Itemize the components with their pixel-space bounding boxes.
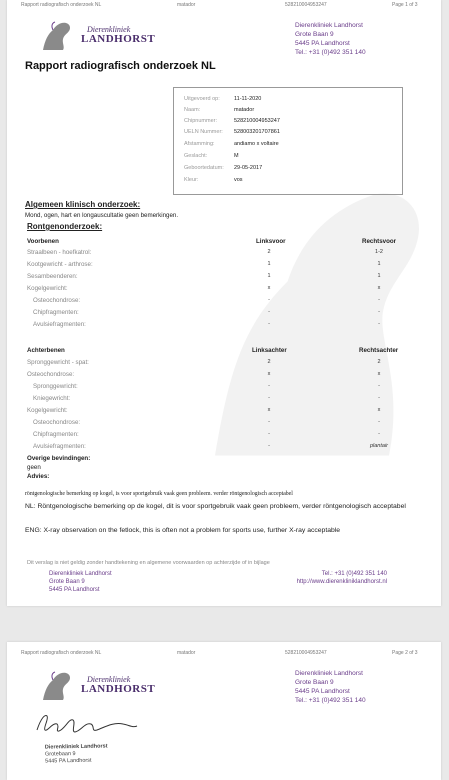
hind-row-label: Spronggewricht: — [33, 383, 78, 390]
hind-row-left: x — [267, 407, 271, 413]
front-row-label: Kootgewricht - arthrose: — [27, 261, 93, 268]
report-page-1 — [7, 0, 441, 606]
report-page-2 — [7, 642, 441, 780]
info-label: Uitgevoerd op: — [184, 96, 220, 102]
clinic-city: 5445 PA Landhorst — [295, 688, 350, 695]
front-row-left: 2 — [267, 249, 271, 255]
front-left-header: Linksvoor — [256, 238, 286, 245]
hind-row-right: x — [377, 407, 381, 413]
horse-logo-icon — [39, 670, 79, 702]
footer-city: 5445 PA Landhorst — [49, 587, 100, 593]
clinic-city: 5445 PA Landhorst — [295, 40, 350, 47]
front-row-left: - — [268, 309, 270, 315]
info-label: Geslacht: — [184, 153, 208, 159]
header-page-number: Page 2 of 3 — [392, 650, 418, 656]
footer-tel: Tel.: +31 (0)492 351 140 — [321, 571, 387, 577]
logo-line-1: Dierenkliniek — [87, 675, 131, 684]
clinical-text: Mond, ogen, hart en longauscultatie geen bemerkingen. — [25, 212, 179, 219]
hind-row-label: Spronggewricht - spat: — [27, 359, 89, 366]
hind-row-right: - — [378, 383, 380, 389]
clinic-street: Grote Baan 9 — [295, 679, 334, 686]
front-row-label: Osteochondrose: — [33, 297, 81, 304]
hind-row-left: - — [268, 419, 270, 425]
advice-text-small: röntgenologische bemerking op kogel, is voor sportgebruik vaak geen probleem. verder röntgenologisch acceptabel — [25, 491, 293, 497]
signature-icon — [33, 710, 143, 740]
hind-row-left: - — [268, 443, 270, 449]
hind-right-header: Rechtsachter — [359, 347, 399, 354]
header-horse-name: matador — [177, 650, 196, 656]
advice-text-nl: NL: Röntgenologische bemerking op de kogel, dit is voor sportgebruik vaak geen probleem, verder röntgenologisch acceptabel — [25, 503, 406, 510]
info-label: Kleur: — [184, 177, 199, 183]
header-doc-title: Rapport radiografisch onderzoek NL — [21, 650, 102, 656]
hind-row-left: - — [268, 431, 270, 437]
header-chip-number: 528210004953247 — [285, 2, 327, 8]
front-legs-title: Voorbenen — [27, 238, 59, 245]
front-row-right: x — [377, 285, 381, 291]
info-value: M — [234, 153, 239, 159]
hind-row-label: Kniegewricht: — [33, 395, 71, 402]
other-findings-heading: Overige bevindingen: — [27, 455, 91, 462]
stamp-line-3: 5445 PA Landhorst — [45, 757, 92, 765]
footer-website-link[interactable]: http://www.dierenkliniklandhorst.nl — [296, 579, 387, 585]
advice-text-eng: ENG: X-ray observation on the fetlock, this is often not a problem for sports use, further X-ray acceptable — [25, 527, 341, 534]
footer-street: Grote Baan 9 — [49, 579, 85, 585]
footer-address — [49, 570, 112, 594]
clinic-tel: Tel.: +31 (0)492 351 140 — [295, 697, 366, 704]
info-value: matador — [234, 107, 255, 113]
front-row-right: - — [378, 297, 380, 303]
clinic-logo — [39, 20, 169, 52]
report-title: Rapport radiografisch onderzoek NL — [25, 60, 216, 72]
disclaimer: Dit verslag is niet geldig zonder handtekening en algemene voorwaarden op achterzijde of in bijlage — [27, 560, 270, 566]
info-label: Chipnummer: — [184, 118, 218, 124]
patient-info-box — [173, 87, 403, 195]
advice-heading: Advies: — [27, 473, 50, 480]
hind-row-left: 2 — [267, 359, 271, 365]
hind-row-label: Kogelgewricht: — [27, 407, 68, 414]
header-doc-title: Rapport radiografisch onderzoek NL — [21, 2, 102, 8]
hind-row-label: Osteochondrose: — [27, 371, 75, 378]
footer-clinic-name: Dierenkliniek Landhorst — [49, 571, 112, 577]
front-row-right: - — [378, 309, 380, 315]
hind-left-header: Linksachter — [252, 347, 287, 354]
info-value: 528003201707861 — [234, 129, 280, 135]
clinic-name: Dierenkliniek Landhorst — [295, 22, 363, 29]
front-row-left: 1 — [267, 273, 271, 279]
hind-row-right: x — [377, 371, 381, 377]
front-row-label: Sesambeenderen: — [27, 273, 78, 280]
logo-line-2: LANDHORST — [81, 33, 156, 45]
front-row-right: 1 — [377, 273, 381, 279]
horse-logo-icon — [39, 20, 79, 52]
front-row-left: 1 — [267, 261, 271, 267]
hind-legs-title: Achterbenen — [27, 347, 65, 354]
hind-row-right: 2 — [377, 359, 381, 365]
hind-row-label: Osteochondrose: — [33, 419, 81, 426]
hind-row-left: - — [268, 395, 270, 401]
info-value: vos — [234, 177, 243, 183]
front-row-label: Chipfragmenten: — [33, 309, 79, 316]
info-label: Geboortedatum: — [184, 165, 224, 171]
clinic-address — [295, 21, 366, 57]
info-value: 11-11-2020 — [234, 96, 262, 102]
hind-row-label: Avulsiefragmenten: — [33, 443, 86, 450]
xray-heading: Rontgenonderzoek: — [27, 222, 103, 231]
hind-row-label: Chipfragmenten: — [33, 431, 79, 438]
info-value: 29-05-2017 — [234, 165, 263, 171]
clinic-address — [295, 669, 366, 705]
logo-line-2: LANDHORST — [81, 683, 156, 695]
clinic-logo — [39, 670, 169, 702]
front-row-label: Kogelgewricht: — [27, 285, 68, 292]
front-row-left: x — [267, 285, 271, 291]
clinic-name: Dierenkliniek Landhorst — [295, 670, 363, 677]
hind-row-right: - — [378, 431, 380, 437]
logo-line-1: Dierenkliniek — [87, 25, 131, 34]
front-row-right: - — [378, 321, 380, 327]
header-horse-name: matador — [177, 2, 196, 8]
hind-row-left: x — [267, 371, 271, 377]
hind-row-right: - — [378, 419, 380, 425]
info-label: Afstamming: — [184, 141, 215, 147]
front-right-header: Rechtsvoor — [362, 238, 397, 245]
front-row-right: 1 — [377, 261, 381, 267]
header-chip-number: 528210004953247 — [285, 650, 327, 656]
other-findings-text: geen — [27, 464, 41, 471]
front-row-left: - — [268, 297, 270, 303]
front-row-left: - — [268, 321, 270, 327]
hind-row-left: - — [268, 383, 270, 389]
stamp-line-1: Dierenkliniek Landhorst — [44, 743, 108, 751]
front-row-right: 1-2 — [375, 249, 383, 255]
clinical-heading: Algemeen klinisch onderzoek: — [25, 200, 141, 209]
info-label: Naam: — [184, 107, 201, 113]
stamp-line-2: Grotebaan 9 — [44, 751, 76, 758]
front-row-label: Avulsiefragmenten: — [33, 321, 86, 328]
front-row-label: Straalbeen - hoefkatrol: — [27, 249, 92, 256]
info-label: UELN Nummer: — [184, 129, 223, 135]
footer-contact — [267, 570, 387, 586]
hind-row-right: - — [378, 395, 380, 401]
clinic-stamp — [45, 743, 108, 765]
header-page-number: Page 1 of 3 — [392, 2, 418, 8]
clinic-street: Grote Baan 9 — [295, 31, 334, 38]
clinic-tel: Tel.: +31 (0)492 351 140 — [295, 49, 366, 56]
info-value: andiamo x voltaire — [234, 141, 279, 147]
hind-row-right: plantair — [369, 443, 389, 449]
info-value: 528210004953247 — [234, 118, 280, 124]
